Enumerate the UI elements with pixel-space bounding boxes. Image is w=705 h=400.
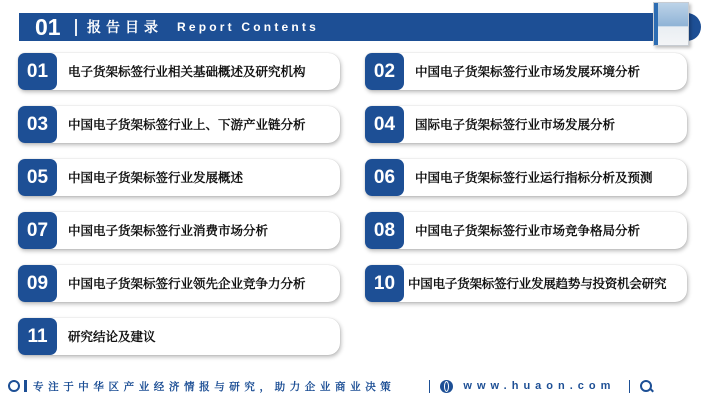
toc-item-number: 07 <box>18 212 57 249</box>
toc-item-03[interactable] <box>18 106 340 143</box>
toc-item-number: 11 <box>18 318 57 355</box>
section-title: 报告目录 <box>87 20 163 36</box>
toc-item-label: 国际电子货架标签行业市场发展分析 <box>415 117 616 132</box>
footer-bar <box>8 376 698 396</box>
toc-item-label: 研究结论及建议 <box>68 329 156 344</box>
toc-item-01[interactable] <box>18 53 340 90</box>
toc-item-09[interactable] <box>18 265 340 302</box>
toc-item-05[interactable] <box>18 159 340 196</box>
toc-item-label: 中国电子货架标签行业发展趋势与投资机会研究 <box>408 276 667 291</box>
toc-item-label: 中国电子货架标签行业上、下游产业链分析 <box>68 117 306 132</box>
toc-item-04[interactable] <box>365 106 687 143</box>
search-icon[interactable] <box>640 380 653 393</box>
report-cover-thumbnail <box>653 2 689 46</box>
toc-item-number: 06 <box>365 159 404 196</box>
section-header-banner <box>19 13 701 41</box>
toc-item-label: 中国电子货架标签行业消费市场分析 <box>68 223 269 238</box>
globe-icon <box>440 380 453 393</box>
toc-item-11[interactable] <box>18 318 340 355</box>
toc-item-06[interactable] <box>365 159 687 196</box>
toc-item-label: 中国电子货架标签行业领先企业竞争力分析 <box>68 276 306 291</box>
footer-divider <box>629 380 630 393</box>
toc-item-number: 02 <box>365 53 404 90</box>
toc-item-number: 08 <box>365 212 404 249</box>
toc-item-label: 中国电子货架标签行业发展概述 <box>68 170 244 185</box>
cover-spine <box>654 3 658 45</box>
brand-logo-icon <box>8 380 20 392</box>
toc-item-label: 中国电子货架标签行业市场竞争格局分析 <box>415 223 641 238</box>
footer-slogan: 专注于中华区产业经济情报与研究，助力企业商业决策 <box>33 380 396 393</box>
toc-item-number: 10 <box>365 265 404 302</box>
toc-item-number: 01 <box>18 53 57 90</box>
toc-item-number: 03 <box>18 106 57 143</box>
toc-item-number: 09 <box>18 265 57 302</box>
section-subtitle: Report Contents <box>177 20 319 34</box>
toc-item-number: 04 <box>365 106 404 143</box>
toc-item-08[interactable] <box>365 212 687 249</box>
toc-item-label: 中国电子货架标签行业市场发展环境分析 <box>415 64 641 79</box>
toc-item-07[interactable] <box>18 212 340 249</box>
toc-item-02[interactable] <box>365 53 687 90</box>
section-number: 01 <box>35 13 61 40</box>
header-separator <box>75 19 77 36</box>
footer-url-link[interactable]: www.huaon.com <box>463 380 616 392</box>
toc-item-label: 电子货架标签行业相关基础概述及研究机构 <box>68 64 306 79</box>
toc-item-label: 中国电子货架标签行业运行指标分析及预测 <box>415 170 653 185</box>
toc-item-10[interactable] <box>365 265 687 302</box>
toc-item-number: 05 <box>18 159 57 196</box>
footer-divider <box>429 380 430 393</box>
brand-mark-icon <box>24 380 27 392</box>
